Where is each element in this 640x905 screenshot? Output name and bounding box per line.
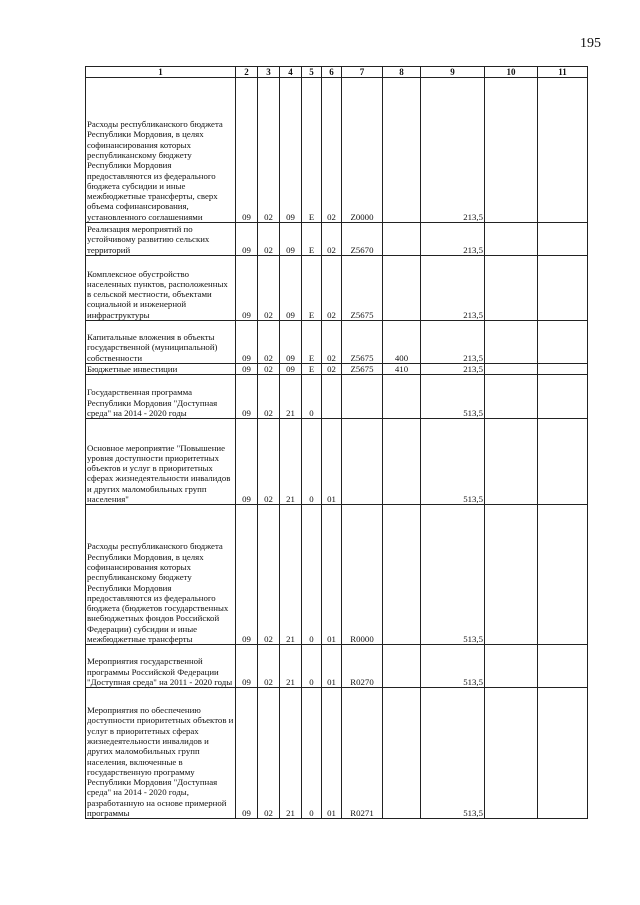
code-cell: 09 <box>236 645 258 688</box>
code-cell: 02 <box>258 321 280 364</box>
code-cell: 09 <box>280 78 302 223</box>
code-cell: R0271 <box>342 688 383 819</box>
code-cell: 21 <box>280 375 302 419</box>
code-cell <box>383 419 421 505</box>
code-cell: 09 <box>236 364 258 375</box>
column-header: 10 <box>485 67 538 78</box>
table-row <box>86 505 588 645</box>
table-row <box>86 78 588 223</box>
code-cell: 0 <box>302 505 322 645</box>
column-header: 6 <box>322 67 342 78</box>
empty-cell <box>538 645 588 688</box>
code-cell: 02 <box>322 78 342 223</box>
code-cell <box>383 223 421 256</box>
code-cell: 02 <box>258 505 280 645</box>
item-name: Мероприятия по обеспечению доступности приоритетных объектов и услуг в приоритетных сферах жизнедеятельности инвалидов и других маломобильных групп населения, включенные в государственную программу Республики Мордовия "Доступная среда" на 2014 - 2020 годы, разработанную на основе примерной программы <box>86 688 236 819</box>
empty-cell <box>485 375 538 419</box>
amount-cell: 513,5 <box>421 419 485 505</box>
code-cell: 02 <box>322 364 342 375</box>
amount-cell: 213,5 <box>421 321 485 364</box>
code-cell: Z0000 <box>342 78 383 223</box>
table-row <box>86 321 588 364</box>
code-cell: 09 <box>236 223 258 256</box>
code-cell <box>322 375 342 419</box>
table-row <box>86 688 588 819</box>
column-header: 9 <box>421 67 485 78</box>
code-cell: Z5675 <box>342 364 383 375</box>
code-cell <box>383 645 421 688</box>
code-cell: R0000 <box>342 505 383 645</box>
code-cell: 09 <box>236 505 258 645</box>
code-cell: 02 <box>322 321 342 364</box>
table-row <box>86 419 588 505</box>
empty-cell <box>485 645 538 688</box>
code-cell: 400 <box>383 321 421 364</box>
code-cell: 0 <box>302 375 322 419</box>
table-row <box>86 256 588 321</box>
column-header: 8 <box>383 67 421 78</box>
code-cell: 09 <box>236 321 258 364</box>
code-cell: 09 <box>280 256 302 321</box>
code-cell <box>383 688 421 819</box>
code-cell <box>383 256 421 321</box>
code-cell: 02 <box>258 375 280 419</box>
item-name: Мероприятия государственной программы Российской Федерации "Доступная среда" на 2011 - 2020 годы <box>86 645 236 688</box>
code-cell: 0 <box>302 645 322 688</box>
amount-cell: 513,5 <box>421 505 485 645</box>
empty-cell <box>485 321 538 364</box>
code-cell: 410 <box>383 364 421 375</box>
code-cell: 21 <box>280 688 302 819</box>
code-cell: 09 <box>236 419 258 505</box>
column-header: 7 <box>342 67 383 78</box>
code-cell: 21 <box>280 419 302 505</box>
column-header: 1 <box>86 67 236 78</box>
empty-cell <box>538 375 588 419</box>
code-cell <box>383 78 421 223</box>
column-header: 3 <box>258 67 280 78</box>
empty-cell <box>485 688 538 819</box>
code-cell: 0 <box>302 688 322 819</box>
code-cell: 02 <box>258 78 280 223</box>
code-cell: 21 <box>280 505 302 645</box>
empty-cell <box>485 505 538 645</box>
empty-cell <box>538 78 588 223</box>
code-cell: Z5675 <box>342 256 383 321</box>
amount-cell: 213,5 <box>421 78 485 223</box>
empty-cell <box>485 364 538 375</box>
code-cell: 02 <box>322 223 342 256</box>
amount-cell: 213,5 <box>421 223 485 256</box>
table-row <box>86 223 588 256</box>
code-cell: 02 <box>322 256 342 321</box>
empty-cell <box>538 321 588 364</box>
column-header: 4 <box>280 67 302 78</box>
code-cell: 02 <box>258 256 280 321</box>
code-cell: 01 <box>322 645 342 688</box>
item-name: Государственная программа Республики Мордовия "Доступная среда" на 2014 - 2020 годы <box>86 375 236 419</box>
empty-cell <box>485 419 538 505</box>
empty-cell <box>538 256 588 321</box>
code-cell: Е <box>302 321 322 364</box>
item-name: Расходы республиканского бюджета Республики Мордовия, в целях софинансирования которых республиканскому бюджету Республики Мордовия предоставляются из федерального бюджета (бюджетов государственных внебюджетных фондов Российской Федерации) субсидии и иные межбюджетные трансферты <box>86 505 236 645</box>
header-row <box>86 67 588 78</box>
code-cell: Z5675 <box>342 321 383 364</box>
empty-cell <box>538 505 588 645</box>
empty-cell <box>538 364 588 375</box>
code-cell: 02 <box>258 688 280 819</box>
code-cell: Е <box>302 78 322 223</box>
code-cell: 02 <box>258 364 280 375</box>
empty-cell <box>538 223 588 256</box>
empty-cell <box>485 256 538 321</box>
item-name: Основное мероприятие "Повышение уровня доступности приоритетных объектов и услуг в приоритетных сферах жизнедеятельности инвалидов и других маломобильных групп населения" <box>86 419 236 505</box>
column-header: 5 <box>302 67 322 78</box>
code-cell: 01 <box>322 419 342 505</box>
code-cell: 09 <box>236 256 258 321</box>
code-cell: R0270 <box>342 645 383 688</box>
code-cell <box>383 375 421 419</box>
code-cell: 02 <box>258 419 280 505</box>
code-cell: 09 <box>236 688 258 819</box>
code-cell: 09 <box>280 223 302 256</box>
column-header: 11 <box>538 67 588 78</box>
code-cell: 09 <box>280 321 302 364</box>
empty-cell <box>538 688 588 819</box>
code-cell: 09 <box>236 78 258 223</box>
code-cell: 01 <box>322 505 342 645</box>
code-cell <box>342 375 383 419</box>
amount-cell: 513,5 <box>421 645 485 688</box>
amount-cell: 213,5 <box>421 364 485 375</box>
table-row <box>86 645 588 688</box>
table-row <box>86 364 588 375</box>
item-name: Расходы республиканского бюджета Республики Мордовия, в целях софинансирования которых республиканскому бюджету Республики Мордовия предоставляются из федерального бюджета субсидии и иные межбюджетные трансферты, сверх объема софинансирования, установленного соглашениями <box>86 78 236 223</box>
empty-cell <box>538 419 588 505</box>
amount-cell: 513,5 <box>421 375 485 419</box>
code-cell: Е <box>302 256 322 321</box>
empty-cell <box>485 78 538 223</box>
budget-table <box>85 66 588 819</box>
code-cell: 09 <box>280 364 302 375</box>
code-cell <box>342 419 383 505</box>
code-cell: Е <box>302 364 322 375</box>
code-cell: 21 <box>280 645 302 688</box>
item-name: Бюджетные инвестиции <box>86 364 236 375</box>
amount-cell: 513,5 <box>421 688 485 819</box>
table-row <box>86 375 588 419</box>
empty-cell <box>485 223 538 256</box>
code-cell: 02 <box>258 645 280 688</box>
column-header: 2 <box>236 67 258 78</box>
code-cell: Е <box>302 223 322 256</box>
code-cell: 09 <box>236 375 258 419</box>
code-cell: 01 <box>322 688 342 819</box>
page-number: 195 <box>580 36 601 51</box>
code-cell <box>383 505 421 645</box>
code-cell: 0 <box>302 419 322 505</box>
code-cell: Z5670 <box>342 223 383 256</box>
item-name: Комплексное обустройство населенных пунктов, расположенных в сельской местности, объектами социальной и инженерной инфраструктуры <box>86 256 236 321</box>
item-name: Капитальные вложения в объекты государственной (муниципальной) собственности <box>86 321 236 364</box>
item-name: Реализация мероприятий по устойчивому развитию сельских территорий <box>86 223 236 256</box>
code-cell: 02 <box>258 223 280 256</box>
amount-cell: 213,5 <box>421 256 485 321</box>
